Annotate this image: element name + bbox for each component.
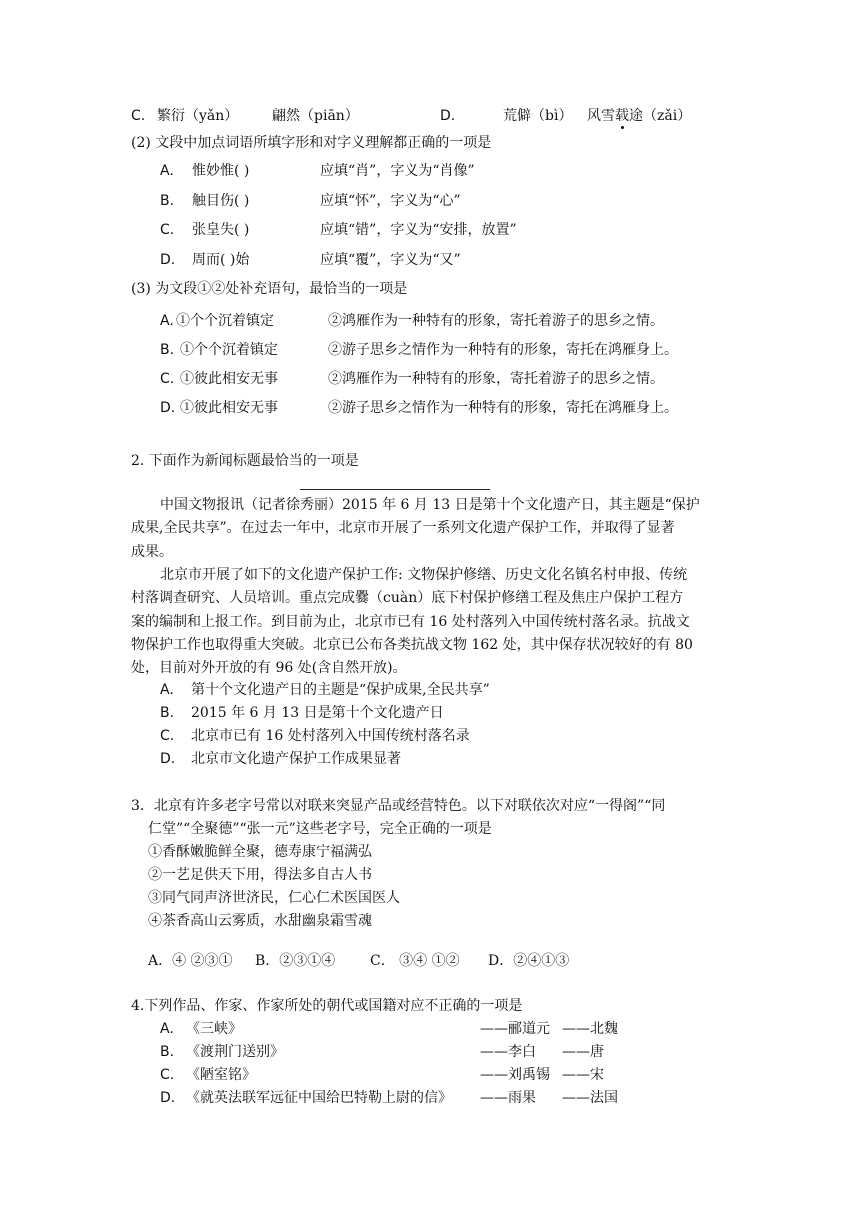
q2-stem: 2. 下面作为新闻标题最恰当的一项是 [131,453,359,469]
q4-row-author: ——郦道元 [480,1021,550,1037]
q2-passage-line: 成果。 [131,544,173,560]
q1-sub2-option-note: 应填“覆”，字义为“又” [320,252,461,268]
q4-row-author: ——雨果 [480,1090,536,1106]
q1-option-c-word1: 繁衍（yǎn） [157,108,239,124]
q3-answer-d: D．②④①③ [488,953,570,969]
q1-sub2-option-note: 应填“错”，字义为“安排，放置” [320,222,517,238]
q1-sub3-option-part2: ②鸿雁作为一种特有的形象，寄托着游子的思乡之情。 [328,313,664,329]
q1-sub2-option-phrase: 周而( )始 [192,252,250,268]
q4-row-era: ——宋 [562,1067,604,1083]
q4-row-letter: C. [160,1067,175,1083]
q3-couplet: ③同气同声济世济民，仁心仁术医国医人 [148,890,400,906]
q4-row-work: 《就英法联军远征中国给巴特勒上尉的信》 [186,1090,452,1106]
q2-passage-line: 物保护工作也取得重大突破。北京已公布各类抗战文物 162 处，其中保存状况较好的有 80 [131,637,693,653]
q1-sub3-option-part1: ①彼此相安无事 [180,371,278,387]
q1-sub3-stem: (3) 为文段①②处补充语句，最恰当的一项是 [131,281,408,297]
q1-option-c-word2: 翩然（piān） [272,108,359,124]
q2-passage-line: 北京市开展了如下的文化遗产保护工作: 文物保护修缮、历史文化名镇名村申报、传统 [160,567,688,583]
q4-row-work: 《渡荆门送别》 [186,1044,284,1060]
q4-row-letter: B. [160,1044,175,1060]
q3-stem-line: 3．北京有许多老字号常以对联来突显产品或经营特色。以下对联依次对应“一得阁”“同 [131,798,666,814]
q2-option-letter: B. [160,705,175,721]
q1-sub2-option-letter: A. [160,163,174,179]
q2-passage-line: 案的编制和上报工作。到目前为止，北京市已有 16 处村落列入中国传统村落名录。抗战文 [131,614,690,630]
q3-answer-a: A．④ ②③① [148,953,233,969]
q1-sub2-option-letter: C. [160,222,175,238]
q1-sub3-option-part2: ②游子思乡之情作为一种特有的形象，寄托在鸿雁身上。 [328,342,678,358]
q1-option-d-word1: 荒僻（bì） [503,108,573,124]
q2-passage-line: 处，目前对外开放的有 96 处(含自然开放)。 [131,660,407,676]
q1-sub2-option-phrase: 触目伤( ) [192,193,250,209]
q2-option-text: 2015 年 6 月 13 日是第十个文化遗产日 [191,705,444,721]
q2-option-text: 北京市已有 16 处村落列入中国传统村落名录 [191,728,470,744]
q1-sub2-option-letter: B. [160,193,175,209]
q4-row-author: ——李白 [480,1044,536,1060]
q1-sub2-option-letter: D. [160,252,176,268]
answer-blank-line [300,489,490,490]
q1-sub3-option-part2: ②鸿雁作为一种特有的形象，寄托着游子的思乡之情。 [328,371,664,387]
q2-passage-line: 村落调查研究、人员培训。重点完成爨（cuàn）底下村保护修缮工程及焦庄户保护工程方 [131,590,684,606]
q1-sub3-option-letter: D. [160,400,176,416]
q4-row-era: ——北魏 [562,1021,618,1037]
q1-sub3-option-part1: ①个个沉着镇定 [180,342,278,358]
q1-sub2-option-phrase: 张皇失( ) [192,222,250,238]
q4-stem: 4.下列作品、作家、作家所处的朝代或国籍对应不正确的一项是 [131,998,523,1014]
q1-sub2-option-note: 应填“怀”，字义为“心” [320,193,461,209]
q4-row-letter: D. [160,1090,176,1106]
q1-option-d-word2: 风雪载途（zǎi） [587,108,692,124]
q2-option-text: 北京市文化遗产保护工作成果显著 [191,751,401,767]
q4-row-era: ——法国 [562,1090,618,1106]
q3-stem-line: 仁堂”“全聚德”“张一元”这些老字号，完全正确的一项是 [148,821,492,837]
q1-sub2-option-phrase: 惟妙惟( ) [192,163,250,179]
q3-couplet: ②一艺足供天下用，得法多自古人书 [148,867,372,883]
q2-passage-line: 中国文物报讯（记者徐秀丽）2015 年 6 月 13 日是第十个文化遗产日，其主题是“保护 [160,497,700,513]
q1-sub3-option-part2: ②游子思乡之情作为一种特有的形象，寄托在鸿雁身上。 [328,400,678,416]
q2-option-letter: C. [160,728,175,744]
q1-sub3-option-letter: B. [160,342,175,358]
q1-sub3-option-letter: A. [160,313,174,329]
q1-sub3-option-part1: ①个个沉着镇定 [176,313,274,329]
q4-row-letter: A. [160,1021,174,1037]
q4-row-author: ——刘禹锡 [480,1067,550,1083]
q2-option-letter: D. [160,751,176,767]
emphasis-dot-char: 载 [615,108,629,124]
q1-option-c-letter: C. [131,108,146,124]
q4-row-era: ——唐 [562,1044,604,1060]
q1-sub3-option-part1: ①彼此相安无事 [180,400,278,416]
q2-option-text: 第十个文化遗产日的主题是“保护成果,全民共享” [191,682,490,698]
q3-couplet: ④茶香高山云雾质，水甜幽泉霜雪魂 [148,913,372,929]
q3-answer-c: C． ③④ ①② [370,953,460,969]
q2-option-letter: A. [160,682,174,698]
q4-row-work: 《三峡》 [186,1021,242,1037]
q1-sub2-stem: (2) 文段中加点词语所填字形和对字义理解都正确的一项是 [131,135,492,151]
q2-passage-line: 成果,全民共享”。在过去一年中，北京市开展了一系列文化遗产保护工作，并取得了显著 [131,520,675,536]
q1-option-d-letter: D. [440,108,456,124]
q3-answer-b: B．②③①④ [255,953,336,969]
q1-sub2-option-note: 应填“肖”，字义为“肖像” [320,163,475,179]
q1-sub3-option-letter: C. [160,371,175,387]
q3-couplet: ①香酥嫩脆鲜全聚，德寿康宁福满弘 [148,844,372,860]
q4-row-work: 《陋室铭》 [186,1067,256,1083]
